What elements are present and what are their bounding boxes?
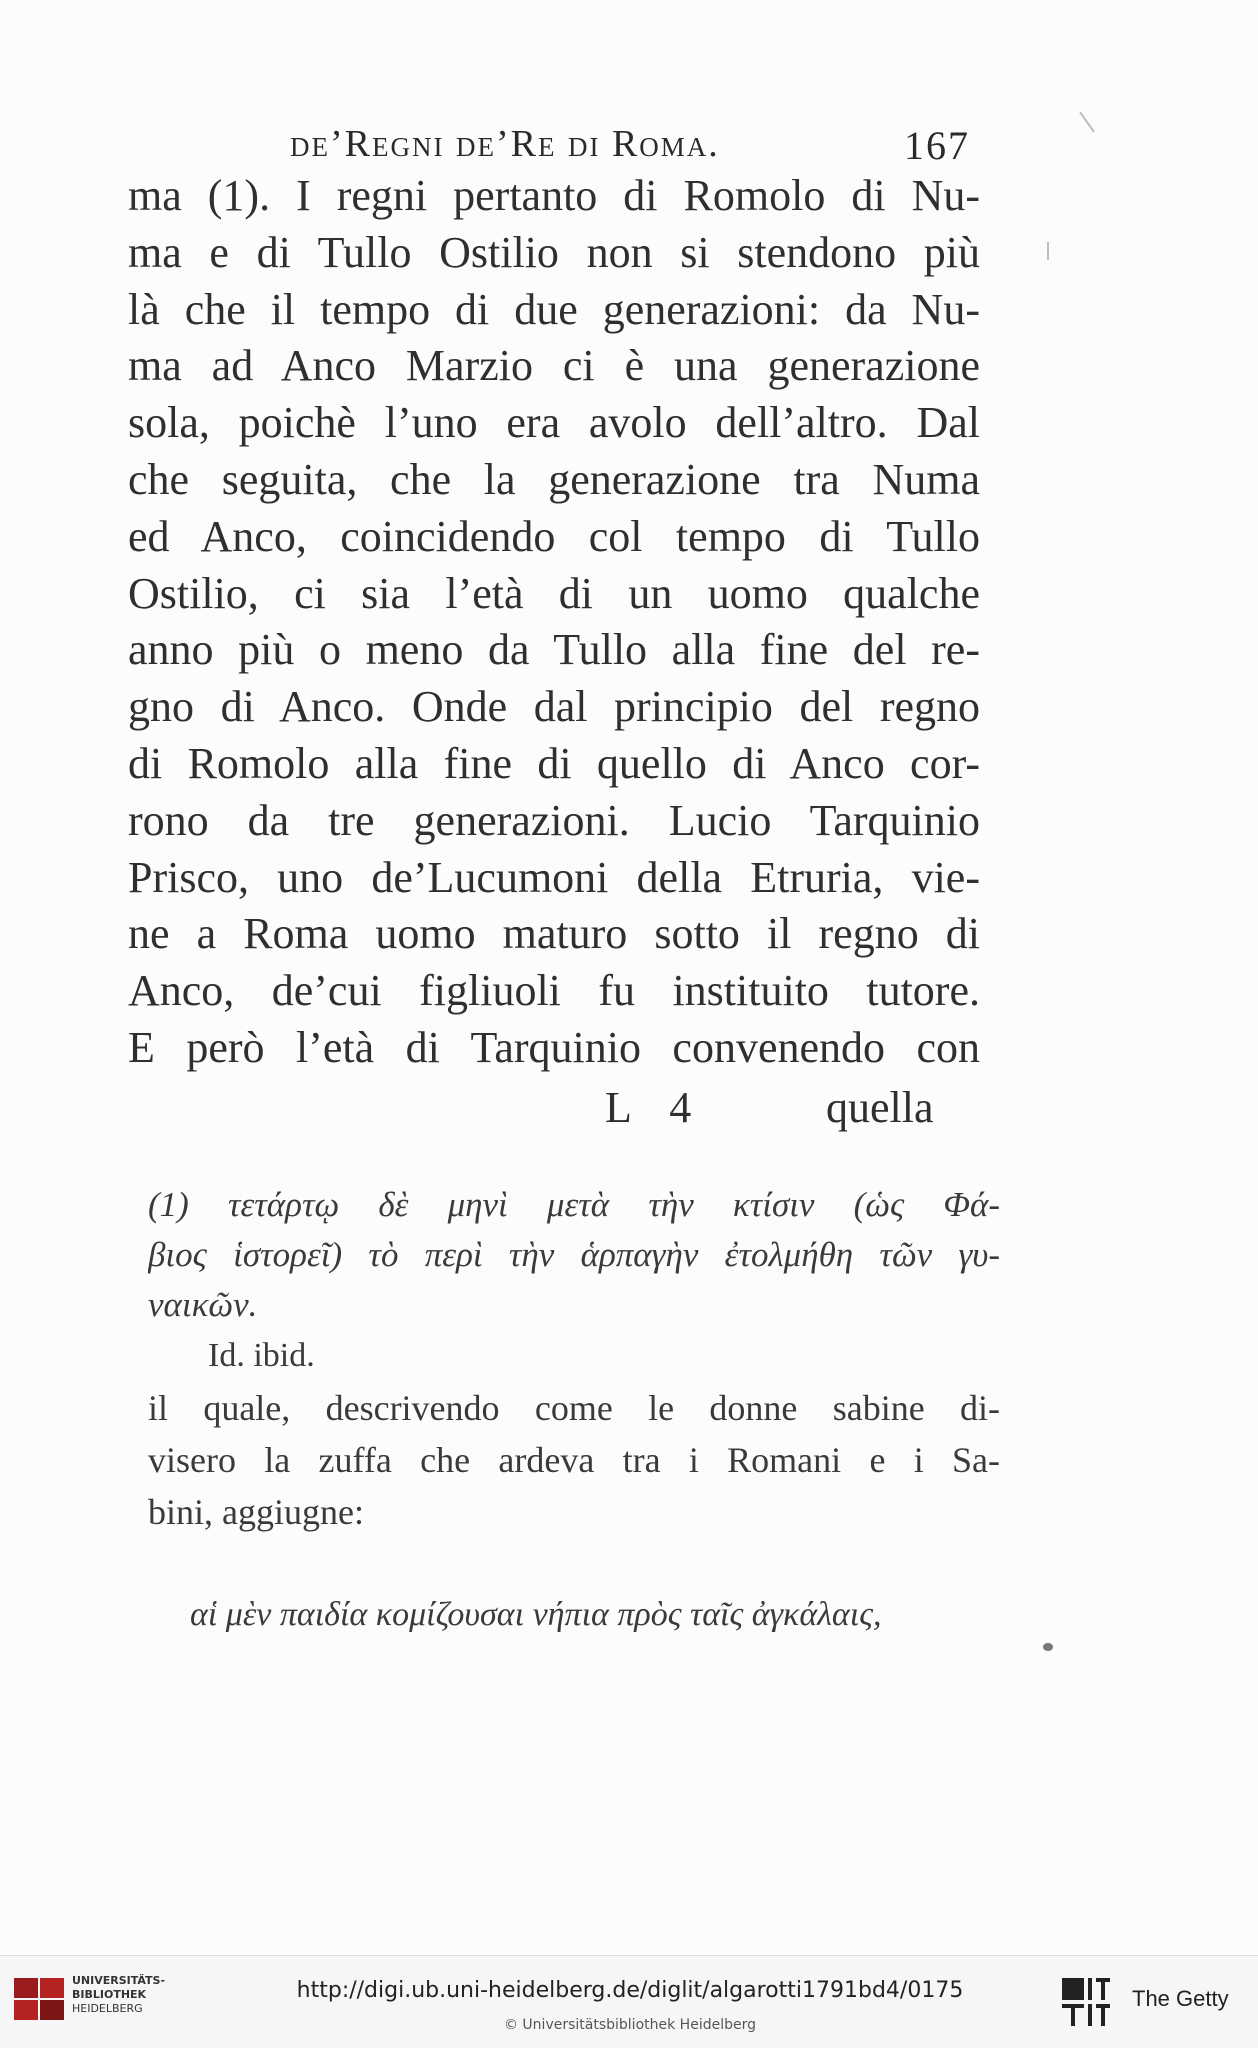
text-line: ma e di Tullo Ostilio non si stendono più bbox=[128, 227, 980, 277]
paper-speck bbox=[1047, 242, 1049, 260]
footnote-greek-line: ναικῶν. bbox=[148, 1285, 258, 1324]
text-line: ne a Roma uomo maturo sotto il regno di bbox=[128, 909, 980, 959]
text-line: anno più o meno da Tullo alla fine del re- bbox=[128, 625, 980, 675]
paper-speck bbox=[1079, 112, 1094, 133]
university-logo-icon bbox=[12, 1976, 68, 2024]
running-head-title: de’Regni de’Re di Roma. bbox=[290, 123, 720, 165]
library-name-line: UNIVERSITÄTS- bbox=[72, 1974, 166, 1987]
text-line: ed Anco, coincidendo col tempo di Tullo bbox=[128, 511, 980, 561]
library-name-line: HEIDELBERG bbox=[72, 2002, 143, 2015]
text-line: Prisco, uno de’Lucumoni della Etruria, vie- bbox=[128, 852, 980, 902]
partner-name: The Getty bbox=[1132, 1986, 1229, 2011]
footer-bar bbox=[0, 1955, 1258, 2048]
library-name-line: BIBLIOTHEK bbox=[72, 1988, 147, 2001]
text-line: che seguita, che la generazione tra Numa bbox=[128, 454, 980, 504]
getty-logo-icon bbox=[1060, 1976, 1112, 2028]
text-line: gno di Anco. Onde dal principio del regno bbox=[128, 682, 980, 732]
page-number: 167 bbox=[904, 123, 970, 168]
text-line: Anco, de’cui figliuoli fu instituito tutore. bbox=[128, 966, 980, 1016]
footnote-commentary-line: bini, aggiugne: bbox=[148, 1492, 364, 1532]
text-line: E però l’età di Tarquinio convenendo con bbox=[128, 1022, 980, 1072]
catchword: quella bbox=[826, 1083, 934, 1132]
text-line: rono da tre generazioni. Lucio Tarquinio bbox=[128, 795, 980, 845]
footnote-greek-line: βιος ἱστορεῖ) τὸ περὶ τὴν ἁρπαγὴν ἐτολμήθη τῶν γυ- bbox=[148, 1235, 1000, 1274]
greek-verse: αἱ μὲν παιδία κομίζουσαι νήπια πρὸς ταῖς ἀγκάλαις, bbox=[190, 1596, 882, 1633]
text-line: là che il tempo di due generazioni: da Nu- bbox=[128, 284, 980, 334]
footnote-greek-line: (1) τετάρτῳ δὲ μηνὶ μετὰ τὴν κτίσιν (ὡς Φά- bbox=[148, 1185, 1000, 1224]
library-name bbox=[72, 1974, 192, 2016]
ink-spot bbox=[1043, 1643, 1053, 1651]
text-line: ma ad Anco Marzio ci è una generazione bbox=[128, 341, 980, 391]
main-text bbox=[128, 168, 980, 1077]
signature-mark: L 4 bbox=[605, 1083, 706, 1132]
text-line: ma (1). I regni pertanto di Romolo di Nu- bbox=[128, 171, 980, 220]
text-line: sola, poichè l’uno era avolo dell’altro. Dal bbox=[128, 398, 980, 448]
footnote-commentary-line: visero la zuffa che ardeva tra i Romani e i Sa- bbox=[148, 1440, 1000, 1480]
copyright-notice: © Universitätsbibliothek Heidelberg bbox=[503, 2017, 756, 2033]
text-line: di Romolo alla fine di quello di Anco cor- bbox=[128, 738, 980, 788]
source-url-link[interactable]: http://digi.ub.uni-heidelberg.de/diglit/algarotti1791bd4/0175 bbox=[296, 1978, 964, 2003]
footnote-commentary-line: il quale, descrivendo come le donne sabine di- bbox=[148, 1388, 1000, 1428]
text-line: Ostilio, ci sia l’età di un uomo qualche bbox=[128, 568, 980, 618]
footnote bbox=[148, 1180, 1000, 1538]
footnote-reference: Id. ibid. bbox=[208, 1337, 315, 1374]
